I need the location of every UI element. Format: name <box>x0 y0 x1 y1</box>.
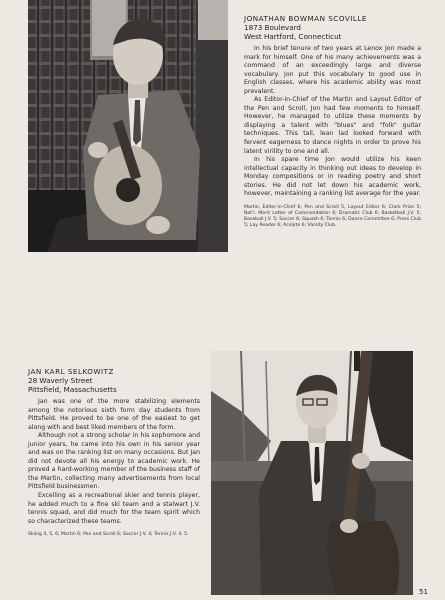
bio-paragraph: Jan was one of the more stabilizing elements among the notorious sixth form day students from Pittsfield. He proved to be one of the easiest to get along with and best liked members of the form. <box>28 398 200 431</box>
bio-paragraph: Excelling as a recreational skier and tennis player, he added much to a fine ski team and a stalwart J.V. tennis squad, and did much for the team spirit which so characterized these teams. <box>28 492 200 525</box>
address-street: 1873 Boulevard <box>244 23 301 32</box>
student-photo-guitar <box>28 0 228 252</box>
bio-paragraph: In his brief tenure of two years at Lenox Jon made a mark for himself. One of his many achievements was a command of an exceedingly large and diverse vocabulary. Jon put this vocabulary to good use in English classes, where his academic ability was most prevalent. <box>244 45 421 95</box>
guitar-player-illustration <box>28 0 228 252</box>
bio-paragraph: As Editor-in-Chief of the Martin and Layout Editor of the Pen and Scroll, Jon had few moments to himself. However, he managed to utilize these moments by displaying a talent with "blues" and "folk" guitar techniques. This tall, lean lad looked forward with fervent eagerness to dance nights in order to prove his latent virility to one and all. <box>244 96 421 155</box>
address-city: West Hartford, Connecticut <box>244 32 342 41</box>
activities-list: Martin, Editor-in-Chief 6; Pen and Scroll 5, Layout Editor 6; Clark Prize 5; Nat'l. Merit Letter of Commendation 6; Dramatic Club 6; Basketball J.V. 5; Baseball J.V. 5; Soccer 6; Squash 6; Tennis 6; Dance Committee 6; Press Club 5; Lay Reader 6; Acolyte 6; Varsity Club. <box>244 204 421 229</box>
bio-paragraph: In his spare time Jon would utilize his keen intellectual capacity in thinking out ideas to develop in Monday compositions or in reading poetry and short stories. He did not let down his academic work, however, maintaining a ranking list average for the year. <box>244 156 421 198</box>
bio-paragraph: Although not a strong scholar in his sophomore and junior years, he came into his own in his senior year and was on the ranking list on many occasions. But Jan did not devote all his energy to academic work. He proved a hard-working member of the business staff of the Martin, collecting many advertisements from local Pittsfield businessmen. <box>28 432 200 491</box>
page-number: 51 <box>419 588 428 596</box>
activities-list: Skiing 4, 5, 6; Martin 6; Pen and Scroll 6; Soccer J.V. 4; Tennis J.V. 4, 5. <box>28 532 189 538</box>
student-photo-bass <box>211 351 413 595</box>
bass-player-illustration <box>211 351 413 595</box>
address-street: 28 Waverly Street <box>28 376 93 385</box>
student-name: JONATHAN BOWMAN SCOVILLE <box>244 14 367 23</box>
bio-scoville <box>244 14 421 230</box>
address-city: Pittsfield, Massachusetts <box>28 385 117 394</box>
student-name: JAN KARL SELKOWITZ <box>28 367 114 376</box>
bio-selkowitz <box>28 367 200 538</box>
